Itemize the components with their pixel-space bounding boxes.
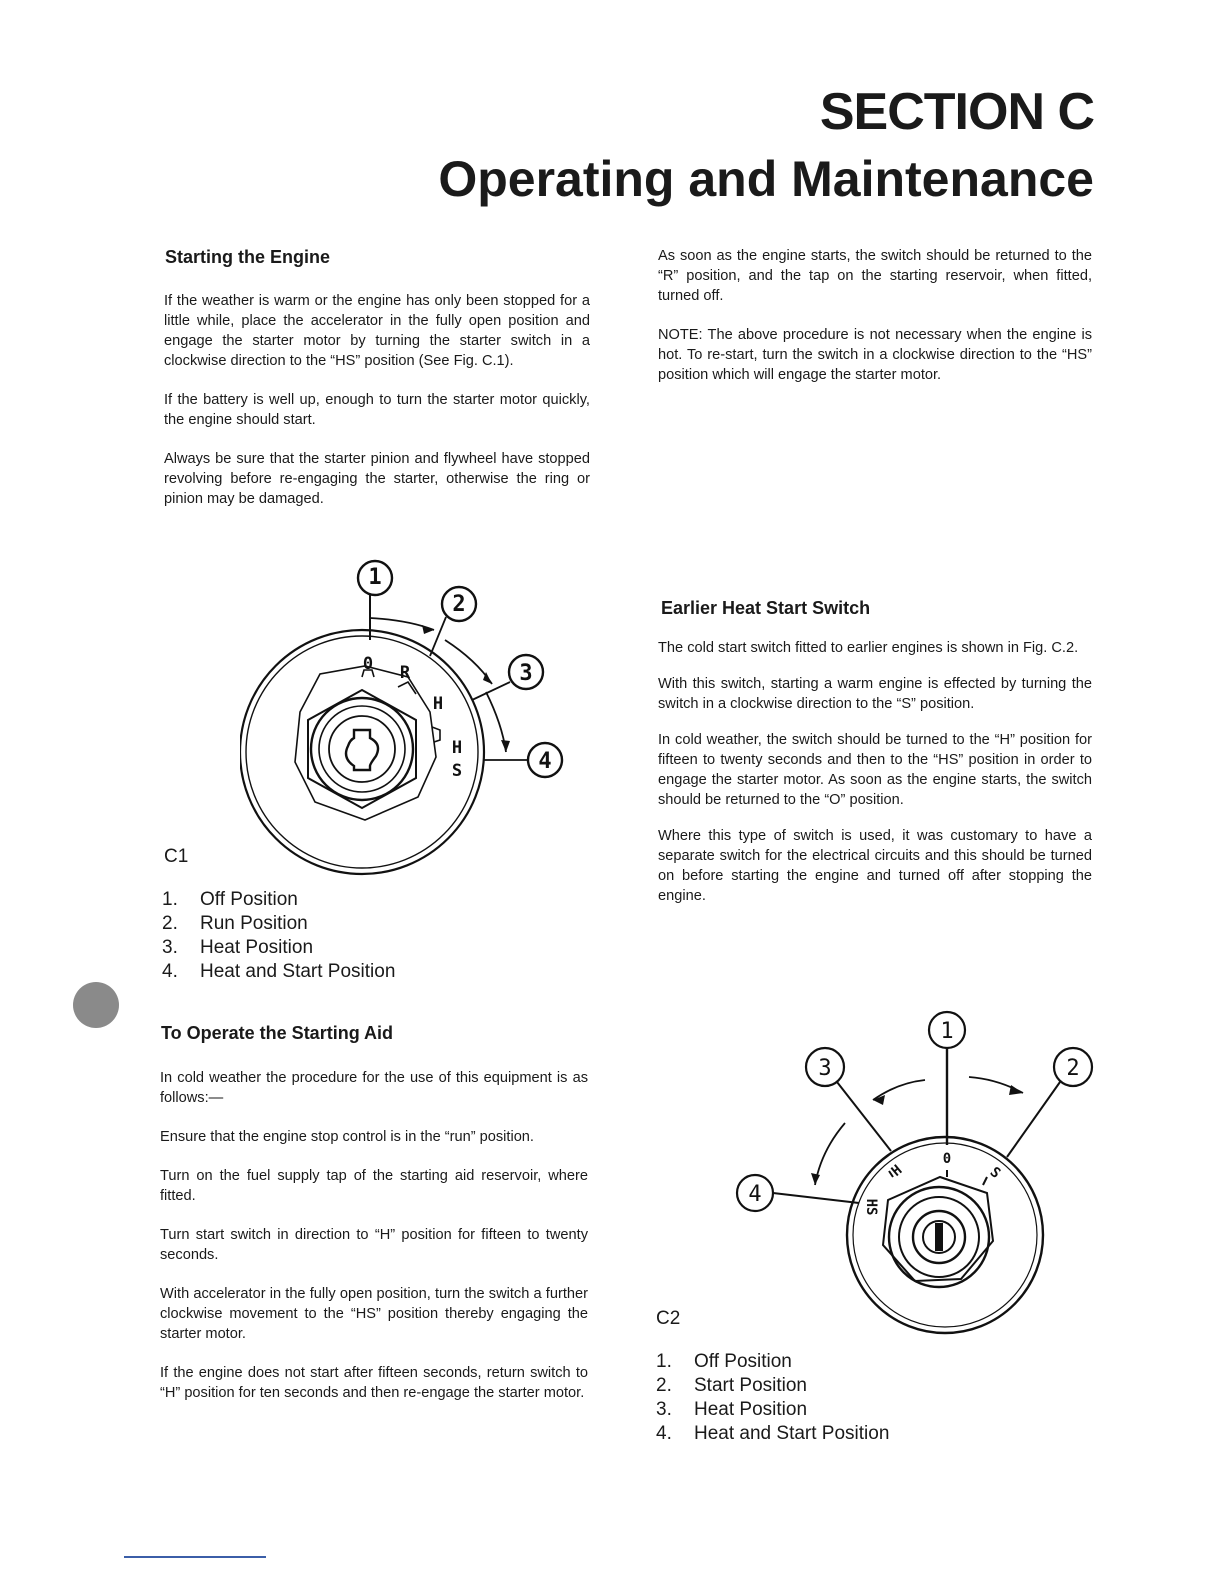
- legend-item: 1. Off Position: [656, 1351, 792, 1372]
- paragraph: Always be sure that the starter pinion and flywheel have stopped revolving before re-engaging the starter, otherwise the ring or pinion may be damaged.: [164, 451, 590, 507]
- figure-c2-switch-diagram: [725, 1005, 1105, 1335]
- figure-label-c1: C1: [164, 846, 189, 867]
- marking-s: S: [451, 761, 463, 781]
- callout-2: 2: [1066, 1056, 1080, 1081]
- page-title: Operating and Maintenance: [438, 151, 1094, 207]
- paragraph: Where this type of switch is used, it was customary to have a separate switch for the electrical circuits and this should be turned on before starting the engine and turned off after stopping the engine.: [658, 828, 1092, 904]
- restart-text: [658, 246, 1092, 385]
- section-title: SECTION C: [819, 83, 1094, 141]
- marking-o: 0: [942, 1151, 952, 1167]
- heading-starting-engine: Starting the Engine: [165, 247, 331, 267]
- callout-3: 3: [519, 661, 533, 686]
- paragraph: If the weather is warm or the engine has only been stopped for a little while, place the accelerator in the fully open position and engage the starter motor by turning the starter switch in a clockwise direction to the “HS” position (See Fig. C.1).: [164, 293, 590, 369]
- callout-1: 1: [940, 1019, 954, 1044]
- callout-2: 2: [452, 592, 466, 617]
- paragraph: With accelerator in the fully open position, turn the switch a further clockwise movement to the “HS” position thereby engaging the starter motor.: [160, 1286, 588, 1342]
- marking-h: H: [888, 1162, 906, 1180]
- legend-item: 2. Run Position: [162, 913, 308, 934]
- legend-item: 1. Off Position: [162, 889, 298, 910]
- callout-4: 4: [538, 749, 552, 774]
- paragraph: NOTE: The above procedure is not necessary when the engine is hot. To re-start, turn the switch in a clockwise direction to the “HS” position which will engage the starter motor.: [658, 327, 1092, 383]
- callout-4: 4: [748, 1182, 762, 1207]
- paragraph: If the engine does not start after fifteen seconds, return switch to “H” position for ten seconds and then re-engage the starter motor.: [160, 1365, 588, 1401]
- footer-rule: [124, 1556, 266, 1558]
- figure-label-c2: C2: [656, 1308, 681, 1329]
- legend-item: 4. Heat and Start Position: [656, 1423, 890, 1444]
- legend-c1: [162, 888, 395, 984]
- marking-o: 0: [362, 654, 374, 674]
- legend-item: 4. Heat and Start Position: [162, 961, 396, 982]
- earlier-switch-text: [658, 638, 1092, 906]
- heading-starting-aid: To Operate the Starting Aid: [161, 1023, 394, 1043]
- paragraph: The cold start switch fitted to earlier engines is shown in Fig. C.2.: [658, 640, 1079, 656]
- heading-earlier-switch: Earlier Heat Start Switch: [661, 598, 871, 618]
- marking-h: H: [432, 694, 444, 714]
- starting-engine-text: [164, 291, 590, 509]
- paragraph: In cold weather, the switch should be turned to the “H” position for fifteen to twenty seconds and then to the “HS” position in order to engage the starter motor. As soon as the engine starts, the switch should be returned to the “O” position.: [658, 732, 1092, 808]
- marking-hs: HS: [863, 1198, 879, 1216]
- legend-item: 3. Heat Position: [656, 1399, 808, 1420]
- marking-s: S: [986, 1164, 1004, 1182]
- marking-r: R: [399, 663, 411, 683]
- punch-hole: [73, 982, 119, 1028]
- paragraph: Turn on the fuel supply tap of the starting aid reservoir, where fitted.: [160, 1168, 588, 1204]
- starting-aid-text: [160, 1068, 588, 1403]
- legend-item: 3. Heat Position: [162, 937, 314, 958]
- paragraph: As soon as the engine starts, the switch should be returned to the “R” position, and the tap on the starting reservoir, when fitted, turned off.: [658, 248, 1092, 304]
- paragraph: If the battery is well up, enough to turn the starter motor quickly, the engine should start.: [164, 392, 590, 428]
- paragraph: Turn start switch in direction to “H” position for fifteen to twenty seconds.: [160, 1227, 588, 1263]
- callout-1: 1: [368, 565, 382, 590]
- paragraph: In cold weather the procedure for the use of this equipment is as follows:—: [160, 1070, 588, 1106]
- legend-item: 2. Start Position: [656, 1375, 807, 1396]
- legend-c2: [656, 1350, 889, 1446]
- paragraph: Ensure that the engine stop control is in the “run” position.: [160, 1129, 534, 1145]
- marking-h2: H: [451, 738, 463, 758]
- callout-3: 3: [818, 1056, 832, 1081]
- figure-c1-switch-diagram: [240, 552, 580, 882]
- paragraph: With this switch, starting a warm engine is effected by turning the switch in a clockwise direction to the “S” position.: [658, 676, 1092, 712]
